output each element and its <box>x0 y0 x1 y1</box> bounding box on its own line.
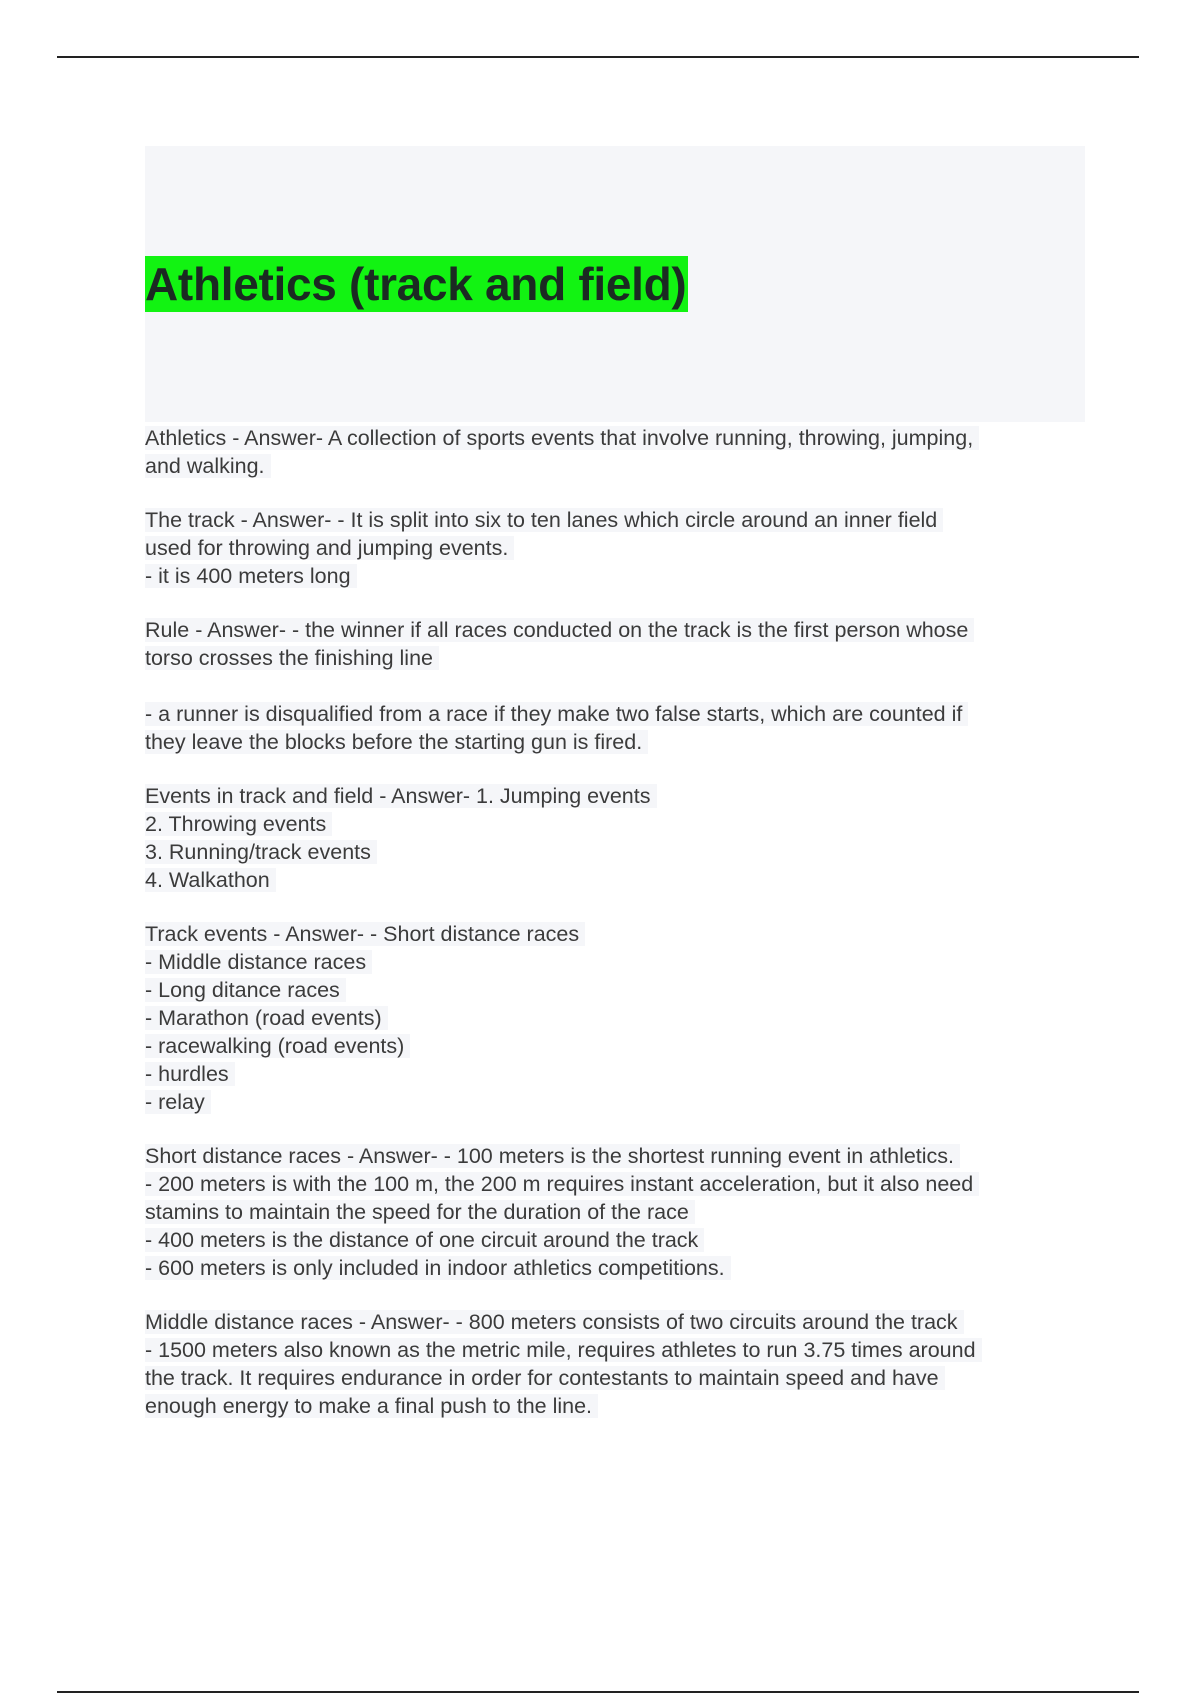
text-line <box>145 920 1105 948</box>
line-text: - relay <box>145 1090 211 1114</box>
paragraph-gap <box>145 894 1105 920</box>
text-line <box>145 866 1105 894</box>
line-text: - 200 meters is with the 100 m, the 200 m requires instant acceleration, but it also need <box>145 1172 979 1196</box>
line-text: - 1500 meters also known as the metric mile, requires athletes to run 3.75 times around <box>145 1338 982 1362</box>
paragraph-gap <box>145 590 1105 616</box>
text-line <box>145 534 1105 562</box>
paragraph-gap <box>145 1116 1105 1142</box>
text-line <box>145 506 1105 534</box>
text-line <box>145 1364 1105 1392</box>
page-title: Athletics (track and field) <box>145 258 687 310</box>
line-text: stamins to maintain the speed for the duration of the race <box>145 1200 695 1224</box>
text-line <box>145 1142 1105 1170</box>
line-text: Short distance races - Answer- - 100 meters is the shortest running event in athletics. <box>145 1144 960 1168</box>
text-line <box>145 452 1105 480</box>
text-line <box>145 1392 1105 1420</box>
text-line <box>145 976 1105 1004</box>
text-line <box>145 1336 1105 1364</box>
blank-line <box>145 672 1105 700</box>
line-text: Events in track and field - Answer- 1. Jumping events <box>145 784 657 808</box>
text-line <box>145 1198 1105 1226</box>
text-line <box>145 1088 1105 1116</box>
qa-section <box>145 782 1105 894</box>
line-text: 3. Running/track events <box>145 840 377 864</box>
text-line <box>145 838 1105 866</box>
text-line <box>145 1170 1105 1198</box>
top-divider <box>57 56 1139 58</box>
qa-section <box>145 920 1105 1116</box>
line-text: The track - Answer- - It is split into six to ten lanes which circle around an inner field <box>145 508 943 532</box>
text-line <box>145 1004 1105 1032</box>
text-line <box>145 562 1105 590</box>
line-text: - Marathon (road events) <box>145 1006 388 1030</box>
text-line <box>145 782 1105 810</box>
text-line <box>145 424 1105 452</box>
paragraph-gap <box>145 480 1105 506</box>
line-text: 4. Walkathon <box>145 868 276 892</box>
line-text: - 400 meters is the distance of one circuit around the track <box>145 1228 704 1252</box>
bottom-divider <box>57 1691 1139 1693</box>
text-line <box>145 948 1105 976</box>
line-text: 2. Throwing events <box>145 812 332 836</box>
line-text: used for throwing and jumping events. <box>145 536 514 560</box>
qa-section <box>145 424 1105 480</box>
line-text: and walking. <box>145 454 271 478</box>
text-line <box>145 1032 1105 1060</box>
text-line <box>145 1226 1105 1254</box>
line-text: the track. It requires endurance in order for contestants to maintain speed and have <box>145 1366 945 1390</box>
text-line <box>145 700 1105 728</box>
qa-section <box>145 1308 1105 1420</box>
line-text: enough energy to make a final push to the line. <box>145 1394 598 1418</box>
qa-section <box>145 1142 1105 1282</box>
document-body <box>145 424 1105 1420</box>
line-text: - 600 meters is only included in indoor athletics competitions. <box>145 1256 731 1280</box>
paragraph-gap <box>145 1282 1105 1308</box>
line-text: - Long ditance races <box>145 978 346 1002</box>
text-line <box>145 1308 1105 1336</box>
text-line <box>145 616 1105 644</box>
line-text: torso crosses the finishing line <box>145 646 439 670</box>
line-text: Athletics - Answer- A collection of sports events that involve running, throwing, jumping, <box>145 426 979 450</box>
line-text: they leave the blocks before the starting gun is fired. <box>145 730 648 754</box>
text-line <box>145 1060 1105 1088</box>
text-line <box>145 728 1105 756</box>
line-text: - hurdles <box>145 1062 235 1086</box>
line-text: - Middle distance races <box>145 950 372 974</box>
text-line <box>145 810 1105 838</box>
qa-section <box>145 506 1105 590</box>
paragraph-gap <box>145 756 1105 782</box>
line-text: Track events - Answer- - Short distance races <box>145 922 585 946</box>
line-text: - racewalking (road events) <box>145 1034 410 1058</box>
text-line <box>145 644 1105 672</box>
text-line <box>145 1254 1105 1282</box>
line-text: - a runner is disqualified from a race if they make two false starts, which are counted if <box>145 702 968 726</box>
line-text: - it is 400 meters long <box>145 564 357 588</box>
line-text: Rule - Answer- - the winner if all races conducted on the track is the first person whose <box>145 618 974 642</box>
line-text: Middle distance races - Answer- - 800 meters consists of two circuits around the track <box>145 1310 964 1334</box>
qa-section <box>145 616 1105 756</box>
